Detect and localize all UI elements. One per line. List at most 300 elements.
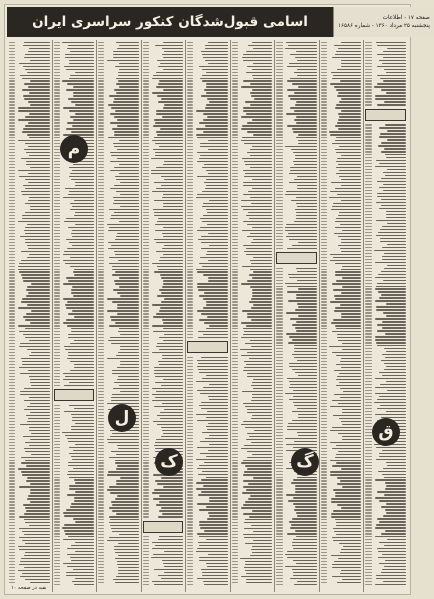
section-heading-box bbox=[276, 252, 317, 264]
text-line bbox=[54, 255, 95, 258]
text-line bbox=[232, 497, 273, 500]
text-line bbox=[143, 497, 184, 500]
text-line bbox=[276, 376, 317, 379]
text-line bbox=[232, 85, 273, 88]
text-line bbox=[232, 91, 273, 94]
text-line bbox=[365, 132, 406, 135]
text-line bbox=[276, 475, 317, 478]
text-line bbox=[143, 392, 184, 395]
text-line bbox=[321, 52, 362, 55]
text-line bbox=[54, 514, 95, 517]
text-line bbox=[276, 118, 317, 121]
text-line bbox=[232, 201, 273, 204]
text-line bbox=[276, 64, 317, 67]
text-line bbox=[232, 389, 273, 392]
text-line bbox=[54, 216, 95, 219]
text-line bbox=[54, 487, 95, 490]
text-line bbox=[143, 201, 184, 204]
issue-info bbox=[333, 7, 434, 37]
text-line bbox=[232, 103, 273, 106]
text-line bbox=[276, 439, 317, 442]
text-line bbox=[276, 299, 317, 302]
text-line bbox=[365, 179, 406, 182]
text-line bbox=[232, 509, 273, 512]
text-line bbox=[276, 144, 317, 147]
text-line bbox=[54, 368, 95, 371]
text-line bbox=[143, 482, 184, 485]
text-line bbox=[54, 573, 95, 576]
text-line bbox=[276, 278, 317, 281]
text-line bbox=[365, 161, 406, 164]
text-line bbox=[365, 373, 406, 376]
text-line bbox=[276, 406, 317, 409]
text-line bbox=[232, 207, 273, 210]
text-line bbox=[54, 58, 95, 61]
text-line bbox=[365, 532, 406, 535]
text-line bbox=[276, 555, 317, 558]
text-line bbox=[54, 365, 95, 368]
text-line bbox=[54, 106, 95, 109]
text-line bbox=[232, 100, 273, 103]
text-line bbox=[54, 282, 95, 285]
title-banner bbox=[7, 7, 333, 37]
text-line bbox=[54, 403, 95, 406]
text-line bbox=[365, 173, 406, 176]
text-line bbox=[54, 67, 95, 70]
text-line bbox=[143, 515, 184, 518]
text-line bbox=[232, 580, 273, 583]
text-line bbox=[143, 561, 184, 564]
text-line bbox=[365, 376, 406, 379]
text-line bbox=[276, 180, 317, 183]
text-line bbox=[54, 475, 95, 478]
text-line bbox=[321, 473, 362, 476]
text-line bbox=[54, 198, 95, 201]
text-line bbox=[276, 543, 317, 546]
text-line bbox=[143, 258, 184, 261]
text-line bbox=[143, 359, 184, 362]
column-rule bbox=[274, 40, 275, 592]
text-line bbox=[276, 505, 317, 508]
text-line bbox=[232, 556, 273, 559]
text-line bbox=[143, 437, 184, 440]
text-line bbox=[54, 276, 95, 279]
text-line bbox=[276, 195, 317, 198]
text-line bbox=[321, 288, 362, 291]
text-line bbox=[321, 580, 362, 583]
text-line bbox=[276, 275, 317, 278]
text-line bbox=[232, 243, 273, 246]
text-line bbox=[232, 324, 273, 327]
text-line bbox=[365, 526, 406, 529]
text-line bbox=[54, 380, 95, 383]
text-line bbox=[143, 350, 184, 353]
text-line bbox=[232, 73, 273, 76]
text-line bbox=[232, 419, 273, 422]
text-line bbox=[232, 297, 273, 300]
text-line bbox=[365, 409, 406, 412]
text-line bbox=[276, 183, 317, 186]
text-line bbox=[365, 290, 406, 293]
text-line bbox=[365, 254, 406, 257]
text-line bbox=[143, 410, 184, 413]
text-line bbox=[143, 237, 184, 240]
text-line bbox=[365, 472, 406, 475]
text-line bbox=[54, 347, 95, 350]
text-line bbox=[54, 460, 95, 463]
text-line bbox=[276, 329, 317, 332]
text-line bbox=[143, 168, 184, 171]
text-line bbox=[276, 382, 317, 385]
text-line bbox=[54, 100, 95, 103]
text-line bbox=[276, 370, 317, 373]
text-line bbox=[321, 228, 362, 231]
text-line bbox=[276, 499, 317, 502]
text-line bbox=[321, 503, 362, 506]
text-line bbox=[232, 306, 273, 309]
text-line bbox=[365, 293, 406, 296]
text-line bbox=[321, 425, 362, 428]
text-line bbox=[365, 197, 406, 200]
text-line bbox=[321, 449, 362, 452]
text-line bbox=[276, 355, 317, 358]
text-line bbox=[276, 186, 317, 189]
text-line bbox=[54, 484, 95, 487]
text-line bbox=[321, 231, 362, 234]
text-line bbox=[54, 82, 95, 85]
text-line bbox=[365, 529, 406, 532]
text-line bbox=[143, 82, 184, 85]
text-line bbox=[54, 433, 95, 436]
text-line bbox=[143, 303, 184, 306]
text-line bbox=[321, 485, 362, 488]
text-line bbox=[232, 130, 273, 133]
text-line bbox=[232, 70, 273, 73]
column-rule bbox=[363, 40, 364, 592]
text-line bbox=[143, 315, 184, 318]
text-line bbox=[276, 153, 317, 156]
text-line bbox=[276, 82, 317, 85]
text-line bbox=[143, 198, 184, 201]
text-line bbox=[276, 91, 317, 94]
text-line bbox=[365, 194, 406, 197]
text-line bbox=[143, 552, 184, 555]
text-line bbox=[365, 505, 406, 508]
text-line bbox=[365, 64, 406, 67]
text-line bbox=[54, 457, 95, 460]
text-line bbox=[54, 64, 95, 67]
text-line bbox=[143, 210, 184, 213]
text-line bbox=[54, 439, 95, 442]
text-line bbox=[54, 511, 95, 514]
text-line bbox=[232, 431, 273, 434]
text-line bbox=[321, 130, 362, 133]
text-line bbox=[276, 204, 317, 207]
text-line bbox=[276, 121, 317, 124]
text-line bbox=[143, 353, 184, 356]
text-line bbox=[365, 493, 406, 496]
text-line bbox=[276, 418, 317, 421]
text-line bbox=[232, 565, 273, 568]
text-line bbox=[321, 213, 362, 216]
text-line bbox=[143, 171, 184, 174]
text-line bbox=[276, 487, 317, 490]
text-line bbox=[232, 127, 273, 130]
text-line bbox=[232, 234, 273, 237]
text-line bbox=[54, 341, 95, 344]
text-line bbox=[232, 186, 273, 189]
text-line bbox=[276, 225, 317, 228]
text-line bbox=[365, 126, 406, 129]
text-line bbox=[276, 73, 317, 76]
text-line bbox=[321, 446, 362, 449]
text-line bbox=[276, 379, 317, 382]
text-line bbox=[143, 434, 184, 437]
text-line bbox=[365, 200, 406, 203]
text-line bbox=[276, 552, 317, 555]
text-line bbox=[143, 91, 184, 94]
text-line bbox=[232, 52, 273, 55]
text-line bbox=[321, 198, 362, 201]
text-line bbox=[365, 269, 406, 272]
text-line bbox=[232, 440, 273, 443]
text-line bbox=[365, 517, 406, 520]
text-line bbox=[232, 94, 273, 97]
text-line bbox=[276, 165, 317, 168]
text-line bbox=[143, 291, 184, 294]
text-line bbox=[321, 70, 362, 73]
text-line bbox=[365, 520, 406, 523]
text-line bbox=[276, 61, 317, 64]
text-line bbox=[143, 156, 184, 159]
text-line bbox=[143, 67, 184, 70]
text-line bbox=[321, 127, 362, 130]
text-line bbox=[321, 106, 362, 109]
text-line bbox=[276, 520, 317, 523]
text-line bbox=[187, 582, 228, 585]
text-line bbox=[54, 258, 95, 261]
text-line bbox=[143, 225, 184, 228]
text-line bbox=[54, 204, 95, 207]
text-line bbox=[365, 52, 406, 55]
text-line bbox=[276, 326, 317, 329]
text-line bbox=[54, 115, 95, 118]
text-line bbox=[54, 409, 95, 412]
text-line bbox=[365, 257, 406, 260]
text-line bbox=[365, 266, 406, 269]
text-line bbox=[143, 222, 184, 225]
text-line bbox=[365, 287, 406, 290]
text-line bbox=[232, 359, 273, 362]
text-line bbox=[276, 364, 317, 367]
text-line bbox=[143, 567, 184, 570]
text-line bbox=[143, 416, 184, 419]
text-line bbox=[143, 288, 184, 291]
text-line bbox=[54, 430, 95, 433]
text-line bbox=[232, 362, 273, 365]
text-line bbox=[232, 315, 273, 318]
text-line bbox=[321, 118, 362, 121]
text-line bbox=[276, 168, 317, 171]
column-rule bbox=[52, 40, 53, 592]
text-line bbox=[321, 67, 362, 70]
text-line bbox=[232, 568, 273, 571]
text-line bbox=[54, 195, 95, 198]
text-line bbox=[276, 177, 317, 180]
text-line bbox=[143, 85, 184, 88]
text-line bbox=[365, 185, 406, 188]
text-line bbox=[54, 406, 95, 409]
text-line bbox=[365, 79, 406, 82]
text-line bbox=[54, 309, 95, 312]
text-line bbox=[365, 326, 406, 329]
text-line bbox=[232, 246, 273, 249]
name-column bbox=[365, 40, 406, 592]
text-line bbox=[276, 579, 317, 582]
text-line bbox=[143, 312, 184, 315]
text-line bbox=[321, 225, 362, 228]
text-line bbox=[276, 156, 317, 159]
text-line bbox=[276, 171, 317, 174]
text-line bbox=[232, 76, 273, 79]
text-line bbox=[365, 82, 406, 85]
text-line bbox=[276, 570, 317, 573]
text-line bbox=[276, 564, 317, 567]
text-line bbox=[232, 124, 273, 127]
text-line bbox=[143, 506, 184, 509]
text-line bbox=[232, 455, 273, 458]
text-line bbox=[54, 371, 95, 374]
text-line bbox=[276, 478, 317, 481]
text-line bbox=[276, 70, 317, 73]
text-line bbox=[143, 252, 184, 255]
text-line bbox=[365, 97, 406, 100]
text-line bbox=[232, 225, 273, 228]
text-line bbox=[276, 76, 317, 79]
text-line bbox=[276, 430, 317, 433]
text-line bbox=[276, 311, 317, 314]
text-line bbox=[365, 549, 406, 552]
text-line bbox=[276, 40, 317, 43]
text-line bbox=[143, 112, 184, 115]
text-line bbox=[143, 133, 184, 136]
text-line bbox=[365, 364, 406, 367]
text-line bbox=[54, 177, 95, 180]
text-line bbox=[232, 171, 273, 174]
text-line bbox=[365, 341, 406, 344]
text-line bbox=[54, 130, 95, 133]
text-line bbox=[232, 195, 273, 198]
text-line bbox=[54, 225, 95, 228]
text-line bbox=[54, 561, 95, 564]
text-line bbox=[365, 176, 406, 179]
text-line bbox=[143, 73, 184, 76]
text-line bbox=[143, 395, 184, 398]
text-line bbox=[321, 497, 362, 500]
text-line bbox=[276, 243, 317, 246]
text-line bbox=[321, 476, 362, 479]
text-line bbox=[232, 216, 273, 219]
text-line bbox=[276, 55, 317, 58]
text-line bbox=[321, 413, 362, 416]
text-line bbox=[232, 392, 273, 395]
text-line bbox=[143, 443, 184, 446]
text-line bbox=[365, 490, 406, 493]
text-line bbox=[276, 391, 317, 394]
text-line bbox=[365, 245, 406, 248]
text-line bbox=[276, 234, 317, 237]
text-line bbox=[143, 276, 184, 279]
text-line bbox=[365, 382, 406, 385]
text-line bbox=[276, 88, 317, 91]
text-line bbox=[143, 162, 184, 165]
text-line bbox=[276, 445, 317, 448]
text-line bbox=[276, 58, 317, 61]
text-line bbox=[232, 64, 273, 67]
text-line bbox=[54, 448, 95, 451]
text-line bbox=[143, 479, 184, 482]
text-line bbox=[54, 353, 95, 356]
text-line bbox=[365, 40, 406, 43]
text-line bbox=[54, 240, 95, 243]
text-line bbox=[276, 385, 317, 388]
text-line bbox=[54, 189, 95, 192]
text-line bbox=[54, 445, 95, 448]
text-line bbox=[321, 395, 362, 398]
text-line bbox=[143, 401, 184, 404]
text-line bbox=[143, 476, 184, 479]
text-line bbox=[232, 219, 273, 222]
text-line bbox=[143, 356, 184, 359]
text-line bbox=[232, 437, 273, 440]
text-line bbox=[143, 422, 184, 425]
text-line bbox=[321, 404, 362, 407]
text-line bbox=[365, 278, 406, 281]
text-line bbox=[276, 219, 317, 222]
text-line bbox=[232, 303, 273, 306]
text-line bbox=[321, 422, 362, 425]
text-line bbox=[276, 332, 317, 335]
section-heading-box bbox=[365, 109, 406, 121]
text-line bbox=[276, 349, 317, 352]
text-line bbox=[365, 332, 406, 335]
text-line bbox=[54, 570, 95, 573]
text-line bbox=[276, 210, 317, 213]
text-line bbox=[232, 282, 273, 285]
text-line bbox=[321, 443, 362, 446]
text-line bbox=[365, 260, 406, 263]
text-line bbox=[321, 509, 362, 512]
text-line bbox=[365, 323, 406, 326]
text-line bbox=[54, 288, 95, 291]
text-line bbox=[321, 43, 362, 46]
text-line bbox=[321, 103, 362, 106]
text-line bbox=[232, 368, 273, 371]
text-line bbox=[321, 324, 362, 327]
text-line bbox=[232, 109, 273, 112]
text-line bbox=[143, 195, 184, 198]
text-line bbox=[232, 204, 273, 207]
text-line bbox=[321, 434, 362, 437]
text-line bbox=[143, 368, 184, 371]
text-line bbox=[365, 55, 406, 58]
text-line bbox=[365, 570, 406, 573]
text-line bbox=[232, 374, 273, 377]
text-line bbox=[276, 272, 317, 275]
text-line bbox=[365, 61, 406, 64]
text-line bbox=[232, 276, 273, 279]
text-line bbox=[276, 281, 317, 284]
